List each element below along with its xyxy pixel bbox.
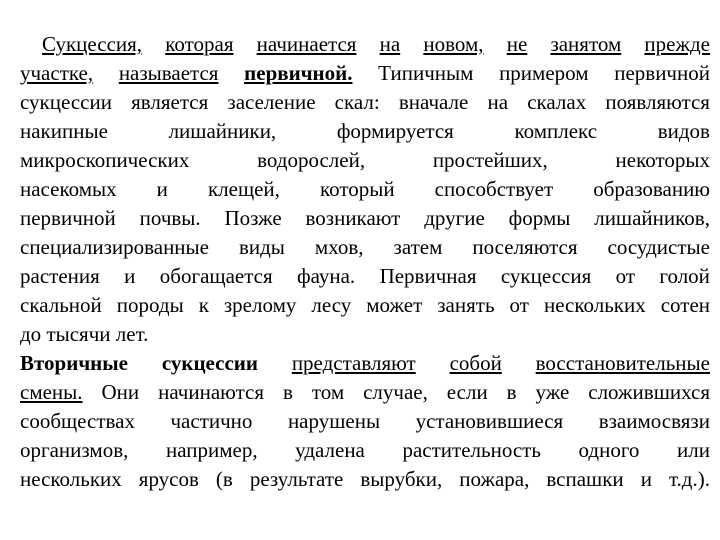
word: вначале (398, 90, 469, 114)
word: одного (578, 438, 640, 462)
word: нескольких (20, 467, 122, 491)
word: результате (249, 467, 344, 491)
word: первичной (614, 61, 710, 85)
word: сложившихся (588, 380, 710, 404)
word: Сукцессия, (42, 32, 143, 56)
word: организмов, (20, 438, 129, 462)
word: лишайников, (594, 206, 710, 230)
word: затем (393, 235, 443, 259)
word: лишайники, (168, 119, 277, 143)
word: сотен (660, 293, 710, 317)
word: и (640, 467, 652, 491)
word: микроскопических (20, 148, 190, 172)
word: лесу (311, 293, 352, 317)
word: сукцессия (500, 264, 592, 288)
word: первичной (20, 206, 116, 230)
text-line (20, 320, 710, 349)
text-line (20, 204, 710, 233)
word: скальной (20, 293, 102, 317)
text-line (20, 436, 710, 465)
word: формируется (336, 119, 454, 143)
word: восстановительные (535, 351, 710, 375)
word: является (131, 90, 209, 114)
word: видов (657, 119, 710, 143)
word: растения (20, 264, 100, 288)
word: другие (424, 206, 485, 230)
word: если (446, 380, 488, 404)
word: и (124, 264, 136, 288)
word: на (487, 90, 509, 114)
word: поселяются (472, 235, 578, 259)
word: зрелому (223, 293, 297, 317)
word: участке, (20, 61, 94, 85)
word: от (615, 264, 636, 288)
word: например, (165, 438, 258, 462)
word: некоторых (615, 148, 710, 172)
term-primary: первичной. (244, 61, 353, 85)
word: фауна. (297, 264, 356, 288)
word: начинается (256, 32, 357, 56)
word: образованию (593, 177, 710, 201)
word: нарушены (287, 409, 381, 433)
word: новом, (423, 32, 484, 56)
word: скалах (527, 90, 587, 114)
text-line (20, 59, 710, 88)
word: уже (535, 380, 570, 404)
word: Типичным (378, 61, 474, 85)
text-line (20, 233, 710, 262)
term-secondary: сукцессии (161, 351, 258, 375)
word: называется (118, 61, 219, 85)
word: частично (170, 409, 253, 433)
paragraph-primary-succession (20, 30, 710, 349)
word: насекомых (20, 177, 117, 201)
word: которая (165, 32, 234, 56)
word: появляются (605, 90, 710, 114)
word: сообществах (20, 409, 135, 433)
word: том (311, 380, 345, 404)
word: представляют (291, 351, 416, 375)
word: в (506, 380, 517, 404)
word: занятом (550, 32, 622, 56)
word: в (282, 380, 293, 404)
text-line (20, 262, 710, 291)
word: и (156, 177, 168, 201)
text-line (20, 465, 710, 494)
word: нескольких (543, 293, 646, 317)
paragraph-secondary-succession (20, 349, 710, 494)
text-line (20, 378, 710, 407)
term-secondary: Вторичные (20, 351, 128, 375)
word: виды (238, 235, 285, 259)
word: случае, (363, 380, 428, 404)
word: комплекс (514, 119, 598, 143)
text-line (20, 349, 710, 378)
word: взаимосвязи (598, 409, 710, 433)
word: заселение (227, 90, 316, 114)
text-line (20, 407, 710, 436)
word: до (20, 322, 42, 346)
text-line (20, 175, 710, 204)
word: вспашки (546, 467, 624, 491)
word: породы (116, 293, 184, 317)
word: к (198, 293, 209, 317)
word: водорослей, (257, 148, 366, 172)
word: растительность (402, 438, 541, 462)
word: от (509, 293, 529, 317)
word: клещей, (207, 177, 280, 201)
word: простейших, (432, 148, 548, 172)
word: формы (508, 206, 571, 230)
word: на (379, 32, 401, 56)
word: способствует (434, 177, 554, 201)
text-line (20, 30, 710, 59)
word: или (677, 438, 710, 462)
word: занять (437, 293, 495, 317)
word: прежде (644, 32, 710, 56)
word: мхов, (314, 235, 364, 259)
word: лет. (115, 322, 149, 346)
word: Они (101, 380, 140, 404)
word: собой (449, 351, 502, 375)
word: голой (659, 264, 710, 288)
text-line (20, 146, 710, 175)
word: установившиеся (415, 409, 564, 433)
word: накипные (20, 119, 108, 143)
word: сосудистые (607, 235, 710, 259)
word: пожара, (459, 467, 530, 491)
word: Первичная (379, 264, 477, 288)
word: может (366, 293, 423, 317)
word: удалена (295, 438, 365, 462)
word: начинаются (158, 380, 264, 404)
text-line (20, 88, 710, 117)
word: тысячи (46, 322, 111, 346)
word: смены. (20, 380, 83, 404)
word: (в (215, 467, 233, 491)
word: специализированные (20, 235, 209, 259)
word: почвы. (139, 206, 201, 230)
word: возникают (305, 206, 401, 230)
word: сукцессии (20, 90, 112, 114)
word: ярусов (138, 467, 199, 491)
text-line (20, 291, 710, 320)
text-line (20, 117, 710, 146)
word: вырубки, (360, 467, 443, 491)
word: обогащается (159, 264, 273, 288)
word: скал: (334, 90, 380, 114)
word: который (319, 177, 395, 201)
word: примером (499, 61, 589, 85)
word: т.д.). (668, 467, 710, 491)
word: не (506, 32, 528, 56)
word: Позже (224, 206, 282, 230)
